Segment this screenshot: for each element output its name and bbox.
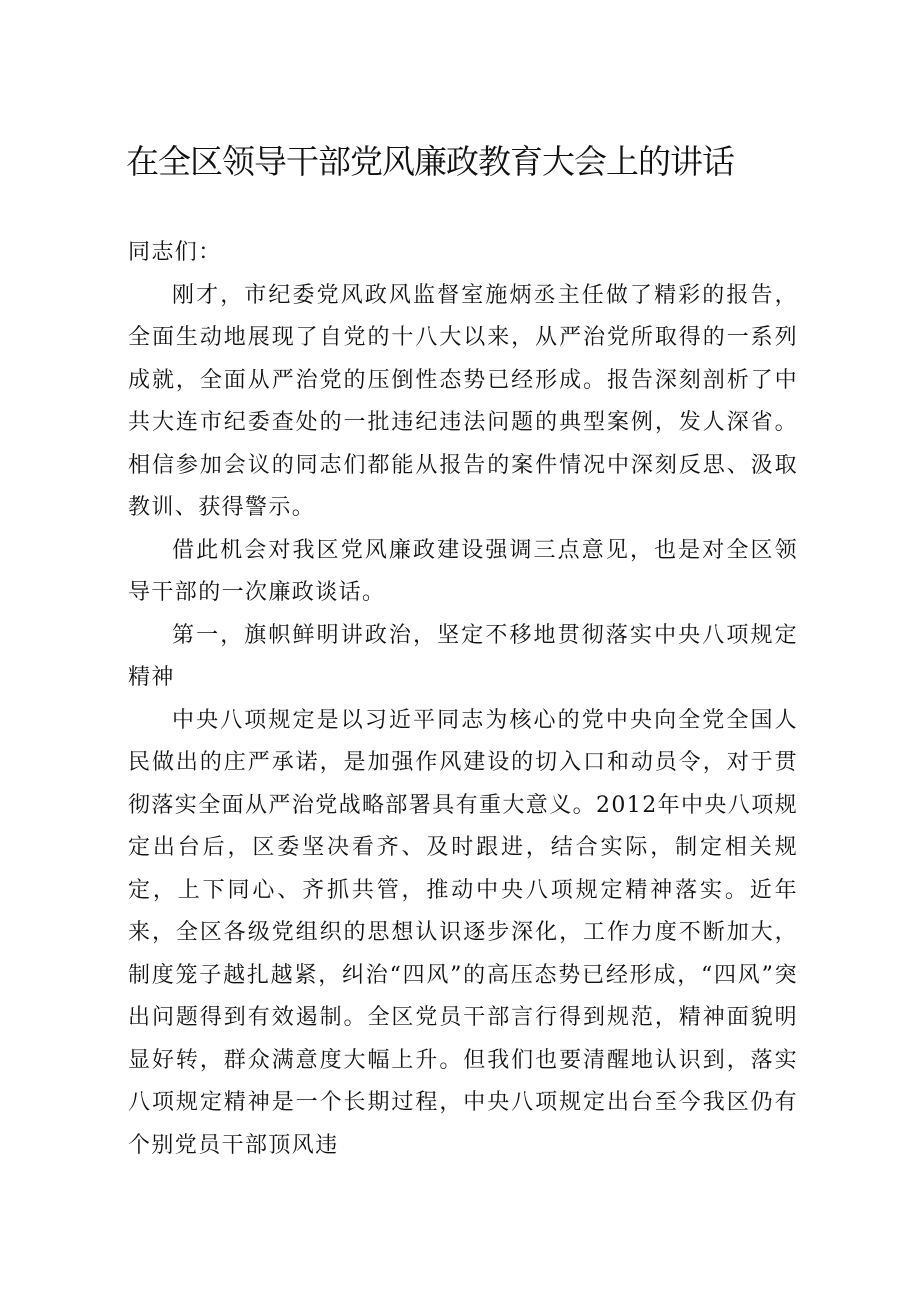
document-title: 在全区领导干部党风廉政教育大会上的讲话 [126, 142, 734, 181]
document-body [128, 232, 798, 1167]
paragraph-intro: 借此机会对我区党风廉政建设强调三点意见，也是对全区领导干部的一次廉政谈话。 [128, 537, 798, 605]
paragraph-opening: 刚才，市纪委党风政风监督室施炳丞主任做了精彩的报告，全面生动地展现了自党的十八大以来，从严治党所取得的一系列成就，全面从严治党的压倒性态势已经形成。报告深刻剖析了中共大连市纪委查处的一批违纪违法问题的典型案例，发人深省。相信参加会议的同志们都能从报告的案件情况中深刻反思、汲取教训、获得警示。 [128, 282, 798, 520]
section-heading-first: 第一，旗帜鲜明讲政治，坚定不移地贯彻落实中央八项规定精神 [128, 622, 798, 690]
salutation: 同志们： [128, 240, 222, 265]
paragraph-eight-rules: 中央八项规定是以习近平同志为核心的党中央向全党全国人民做出的庄严承诺，是加强作风建设的切入口和动员令，对于贯彻落实全面从严治党战略部署具有重大意义。2012年中央八项规定出台后，区委坚决看齐、及时跟进，结合实际，制定相关规定，上下同心、齐抓共管，推动中央八项规定精神落实。近年来，全区各级党组织的思想认识逐步深化，工作力度不断加大，制度笼子越扎越紧，纠治“四风”的高压态势已经形成，“四风”突出问题得到有效遏制。全区党员干部言行得到规范，精神面貌明显好转，群众满意度大幅上升。但我们也要清醒地认识到，落实八项规定精神是一个长期过程，中央八项规定出台至今我区仍有个别党员干部顶风违 [128, 707, 798, 1158]
